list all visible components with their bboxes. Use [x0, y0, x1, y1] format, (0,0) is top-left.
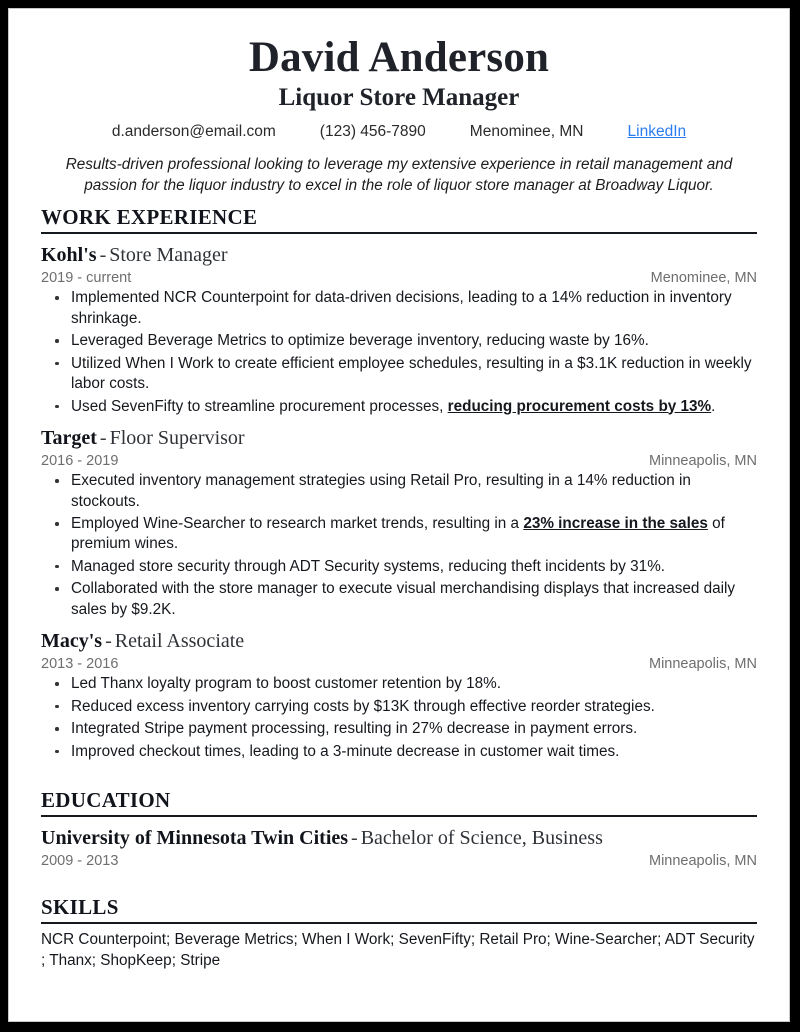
contact-row: [41, 123, 757, 141]
bullet-highlight: 23% increase in the sales: [523, 515, 708, 532]
bullet-text-tail: .: [711, 397, 716, 415]
bullet-text: Led Thanx loyalty program to boost customer retention by 18%.: [71, 675, 501, 693]
education-degree: Bachelor of Science, Business: [360, 827, 603, 850]
spacer: [41, 873, 757, 895]
education-entry-heading: [41, 825, 757, 852]
section-divider: [41, 815, 757, 817]
work-entry-separator: -: [99, 427, 107, 450]
resume-header: [41, 35, 757, 196]
work-entry-location: Minneapolis, MN: [649, 656, 757, 673]
work-entry-dates: 2016 - 2019: [41, 453, 119, 470]
work-entry-company: Target: [41, 427, 97, 450]
skills-list: NCR Counterpoint; Beverage Metrics; When I Work; SevenFifty; Retail Pro; Wine-Searcher; ADT Security ; Thanx; ShopKeep; Stripe: [41, 931, 755, 970]
bullet-text: Improved checkout times, leading to a 3-minute decrease in customer wait times.: [71, 742, 620, 760]
section-divider: [41, 232, 757, 234]
education-entry-meta: [41, 853, 757, 869]
work-entry-heading: [41, 628, 757, 655]
work-entry-role: Floor Supervisor: [109, 427, 245, 450]
work-entry-company: Macy's: [41, 630, 103, 653]
bullet-item: [41, 471, 757, 512]
work-entry-company: Kohl's: [41, 244, 97, 267]
bullet-text: Integrated Stripe payment processing, resulting in 27% decrease in payment errors.: [71, 720, 638, 738]
bullet-item: [41, 514, 757, 555]
bullet-item: [41, 719, 757, 739]
bullet-text: Managed store security through ADT Security systems, reducing theft incidents by 31%.: [71, 557, 666, 575]
bullet-text: Leveraged Beverage Metrics to optimize beverage inventory, reducing waste by 16%.: [71, 332, 649, 350]
section-title-education: EDUCATION: [41, 788, 171, 813]
work-entry-role: Store Manager: [109, 244, 228, 267]
contact-email[interactable]: d.anderson@email.com: [111, 123, 276, 141]
work-entry-separator: -: [105, 630, 112, 653]
bullet-text: Collaborated with the store manager to execute visual merchandising displays that increased daily sales by $9.2K.: [71, 580, 736, 618]
resume-page: [8, 8, 790, 1022]
candidate-job-title: Liquor Store Manager: [278, 84, 520, 112]
education-entry: [41, 825, 757, 869]
bullet-item: [41, 674, 757, 694]
section-work-experience: [41, 205, 757, 762]
work-entry-location: Menominee, MN: [650, 270, 757, 287]
section-skills: [41, 895, 757, 972]
work-entry-bullets: [41, 471, 757, 620]
candidate-name: David Anderson: [248, 34, 550, 81]
work-entry-dates: 2013 - 2016: [41, 656, 119, 673]
contact-linkedin-link[interactable]: LinkedIn: [627, 123, 687, 141]
work-entry: [41, 628, 757, 762]
bullet-text: Employed Wine-Searcher to research market trends, resulting in a: [71, 515, 524, 532]
work-entry-meta: [41, 270, 757, 286]
work-entry-meta: [41, 453, 757, 469]
bullet-item: [41, 742, 757, 762]
bullet-text-tail: of premium wines.: [71, 515, 725, 553]
resume-content: [9, 9, 789, 972]
bullet-text: Reduced excess inventory carrying costs by $13K through effective reorder strategies.: [71, 697, 655, 715]
work-entry-bullets: [41, 674, 757, 762]
work-entry-role: Retail Associate: [114, 630, 245, 653]
bullet-item: [41, 697, 757, 717]
spacer: [41, 766, 757, 788]
bullet-highlight: reducing procurement costs by 13%: [447, 397, 712, 415]
bullet-text: Implemented NCR Counterpoint for data-driven decisions, leading to a 14% reduction in inventory shrinkage.: [71, 289, 732, 327]
bullet-item: [41, 397, 757, 417]
bullet-text: Executed inventory management strategies using Retail Pro, resulting in a 14% reduction in stockouts.: [71, 472, 691, 510]
professional-summary: Results-driven professional looking to leverage my extensive experience in retail management and passion for the liquor industry to excel in the role of liquor store manager at Broadway Liquor.: [65, 156, 733, 194]
bullet-text: Used SevenFifty to streamline procurement processes,: [71, 397, 448, 415]
section-divider: [41, 922, 757, 924]
work-entry-dates: 2019 - current: [41, 270, 132, 287]
work-entry-bullets: [41, 288, 757, 417]
work-entry-heading: [41, 425, 757, 452]
bullet-item: [41, 354, 757, 395]
education-entry-separator: -: [351, 827, 358, 850]
work-entry: [41, 425, 757, 620]
bullet-item: [41, 557, 757, 577]
education-location: Minneapolis, MN: [649, 853, 757, 870]
section-title-work: WORK EXPERIENCE: [41, 205, 258, 230]
section-education: [41, 788, 757, 869]
section-title-skills: SKILLS: [41, 895, 119, 920]
bullet-item: [41, 288, 757, 329]
bullet-item: [41, 579, 757, 620]
contact-location: Menominee, MN: [469, 123, 584, 141]
bullet-item: [41, 331, 757, 351]
bullet-text: Utilized When I Work to create efficient employee schedules, resulting in a $3.1K reduction in weekly labor costs.: [71, 354, 752, 393]
work-entry: [41, 242, 757, 417]
work-entry-meta: [41, 656, 757, 672]
contact-phone: (123) 456-7890: [319, 123, 426, 141]
work-entry-location: Minneapolis, MN: [649, 453, 757, 470]
education-dates: 2009 - 2013: [41, 853, 119, 870]
education-school: University of Minnesota Twin Cities: [41, 827, 349, 850]
work-entry-heading: [41, 242, 757, 269]
work-entry-separator: -: [99, 244, 107, 267]
